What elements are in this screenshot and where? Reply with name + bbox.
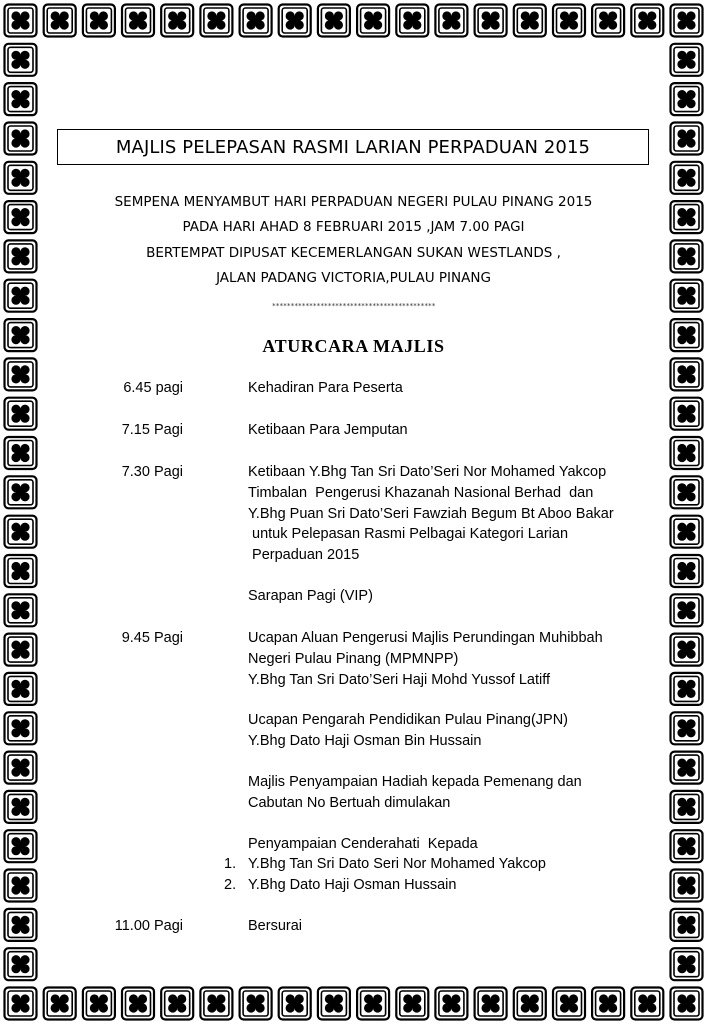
border-flower-icon <box>5 516 37 548</box>
border-flower-icon <box>631 988 663 1020</box>
schedule-description <box>248 875 668 896</box>
border-flower-icon <box>5 240 37 272</box>
schedule-line: Ketibaan Y.Bhg Tan Sri Dato’Seri Nor Mohamed Yakcop <box>248 464 607 480</box>
border-flower-icon <box>671 555 703 587</box>
schedule-time: 9.45 Pagi <box>121 630 183 646</box>
schedule-line: Ucapan Pengarah Pendidikan Pulau Pinang(JPN) <box>248 712 569 728</box>
border-flower-icon <box>5 948 37 980</box>
border-flower-icon <box>122 988 154 1020</box>
border-flower-icon <box>5 988 37 1020</box>
schedule-description <box>248 834 668 855</box>
border-flower-icon <box>435 988 467 1020</box>
border-flower-icon <box>671 280 703 312</box>
intro-line: SEMPENA MENYAMBUT HARI PERPADUAN NEGERI PULAU PINANG 2015 <box>114 194 593 210</box>
border-flower-icon <box>671 240 703 272</box>
border-flower-icon <box>44 988 76 1020</box>
schedule-line: Negeri Pulau Pinang (MPMNPP) <box>248 650 459 667</box>
border-flower-icon <box>671 988 703 1020</box>
schedule-description <box>248 854 668 875</box>
border-flower-icon <box>671 437 703 469</box>
schedule-description <box>248 710 668 752</box>
border-flower-icon <box>5 712 37 744</box>
schedule-line: Y.Bhg Tan Sri Dato Seri Nor Mohamed Yakcop <box>248 856 546 872</box>
border-flower-icon <box>161 988 193 1020</box>
border-flower-icon <box>357 988 389 1020</box>
border-flower-icon <box>5 437 37 469</box>
schedule-description <box>248 628 668 690</box>
schedule-description <box>248 916 668 937</box>
border-flower-icon <box>671 123 703 155</box>
border-flower-icon <box>671 476 703 508</box>
border-flower-icon <box>5 752 37 784</box>
schedule-line: Y.Bhg Tan Sri Dato’Seri Haji Mohd Yussof Latiff <box>248 671 550 688</box>
border-flower-icon <box>671 948 703 980</box>
border-flower-icon <box>671 673 703 705</box>
intro-line: PADA HARI AHAD 8 FEBRUARI 2015 ,JAM 7.00 PAGI <box>182 219 525 236</box>
border-flower-icon <box>631 5 663 37</box>
border-flower-icon <box>5 83 37 115</box>
schedule-line: Cabutan No Bertuah dimulakan <box>248 794 451 811</box>
border-flower-icon <box>592 988 624 1020</box>
schedule-line: Majlis Penyampaian Hadiah kepada Pemenang dan <box>248 774 582 790</box>
schedule-line: Y.Bhg Puan Sri Dato’Seri Fawziah Begum Bt Aboo Bakar <box>248 505 614 522</box>
border-flower-icon <box>671 516 703 548</box>
border-flower-icon <box>671 830 703 862</box>
border-flower-icon <box>514 988 546 1020</box>
border-flower-icon <box>44 5 76 37</box>
border-flower-icon <box>200 5 232 37</box>
border-flower-icon <box>671 162 703 194</box>
border-flower-icon <box>553 988 585 1020</box>
border-flower-icon <box>435 5 467 37</box>
schedule-line: untuk Pelepasan Rasmi Pelbagai Kategori Larian <box>248 526 569 543</box>
schedule-time: 7.15 Pagi <box>121 422 183 438</box>
list-number: 2. <box>224 877 237 893</box>
border-flower-icon <box>83 988 115 1020</box>
border-flower-icon <box>240 988 272 1020</box>
border-flower-icon <box>671 5 703 37</box>
schedule-description <box>248 420 668 441</box>
border-flower-icon <box>318 5 350 37</box>
border-flower-icon <box>5 44 37 76</box>
schedule-time: 11.00 Pagi <box>114 918 183 934</box>
border-flower-icon <box>5 280 37 312</box>
separator: ******************************************** <box>271 302 436 310</box>
border-flower-icon <box>5 909 37 941</box>
border-flower-icon <box>5 162 37 194</box>
schedule-description <box>248 378 668 399</box>
border-flower-icon <box>671 358 703 390</box>
border-flower-icon <box>5 870 37 902</box>
border-flower-icon <box>5 476 37 508</box>
border-flower-icon <box>671 594 703 626</box>
section-heading: ATURCARA MAJLIS <box>262 336 445 356</box>
border-flower-icon <box>5 5 37 37</box>
intro-line: BERTEMPAT DIPUSAT KECEMERLANGAN SUKAN WESTLANDS , <box>146 244 561 261</box>
schedule-description <box>248 772 668 814</box>
border-flower-icon <box>318 988 350 1020</box>
intro-line: JALAN PADANG VICTORIA,PULAU PINANG <box>216 269 491 286</box>
border-flower-icon <box>279 988 311 1020</box>
border-flower-icon <box>396 988 428 1020</box>
border-flower-icon <box>240 5 272 37</box>
border-flower-icon <box>5 791 37 823</box>
border-flower-icon <box>671 319 703 351</box>
intro-block <box>60 190 647 291</box>
border-flower-icon <box>671 870 703 902</box>
border-flower-icon <box>357 5 389 37</box>
border-flower-icon <box>553 5 585 37</box>
schedule-line: Sarapan Pagi (VIP) <box>248 588 373 604</box>
border-flower-icon <box>671 201 703 233</box>
border-flower-icon <box>200 988 232 1020</box>
page-title: MAJLIS PELEPASAN RASMI LARIAN PERPADUAN 2015 <box>115 136 591 158</box>
border-flower-icon <box>161 5 193 37</box>
border-flower-icon <box>5 319 37 351</box>
schedule-line: Ketibaan Para Jemputan <box>248 422 408 438</box>
border-flower-icon <box>671 909 703 941</box>
border-flower-icon <box>671 712 703 744</box>
border-flower-icon <box>5 123 37 155</box>
border-flower-icon <box>671 752 703 784</box>
border-flower-icon <box>5 398 37 430</box>
schedule-time: 7.30 Pagi <box>121 464 183 480</box>
schedule-time: 6.45 pagi <box>123 380 183 396</box>
border-flower-icon <box>279 5 311 37</box>
border-flower-icon <box>475 5 507 37</box>
border-flower-icon <box>5 830 37 862</box>
schedule-line: Penyampaian Cenderahati Kepada <box>248 836 478 852</box>
border-flower-icon <box>5 634 37 666</box>
border-flower-icon <box>5 358 37 390</box>
border-flower-icon <box>5 201 37 233</box>
border-flower-icon <box>5 555 37 587</box>
border-flower-icon <box>671 83 703 115</box>
schedule-line: Ucapan Aluan Pengerusi Majlis Perundingan Muhibbah <box>248 630 603 646</box>
border-flower-icon <box>122 5 154 37</box>
border-flower-icon <box>396 5 428 37</box>
border-flower-icon <box>671 634 703 666</box>
schedule-description <box>248 462 668 566</box>
schedule-line: Kehadiran Para Peserta <box>248 380 403 396</box>
schedule-line: Y.Bhg Dato Haji Osman Hussain <box>248 877 457 893</box>
border-flower-icon <box>475 988 507 1020</box>
schedule-description <box>248 586 668 607</box>
border-flower-icon <box>5 673 37 705</box>
border-flower-icon <box>671 398 703 430</box>
schedule-line: Y.Bhg Dato Haji Osman Bin Hussain <box>248 732 482 749</box>
schedule-line: Perpaduan 2015 <box>248 547 360 564</box>
border-flower-icon <box>514 5 546 37</box>
border-flower-icon <box>83 5 115 37</box>
page-title-box <box>57 129 649 165</box>
border-flower-icon <box>671 791 703 823</box>
border-flower-icon <box>5 594 37 626</box>
border-flower-icon <box>671 44 703 76</box>
schedule-line: Bersurai <box>248 918 302 934</box>
schedule-line: Timbalan Pengerusi Khazanah Nasional Berhad dan <box>248 484 594 501</box>
list-number: 1. <box>224 856 237 872</box>
border-flower-icon <box>592 5 624 37</box>
